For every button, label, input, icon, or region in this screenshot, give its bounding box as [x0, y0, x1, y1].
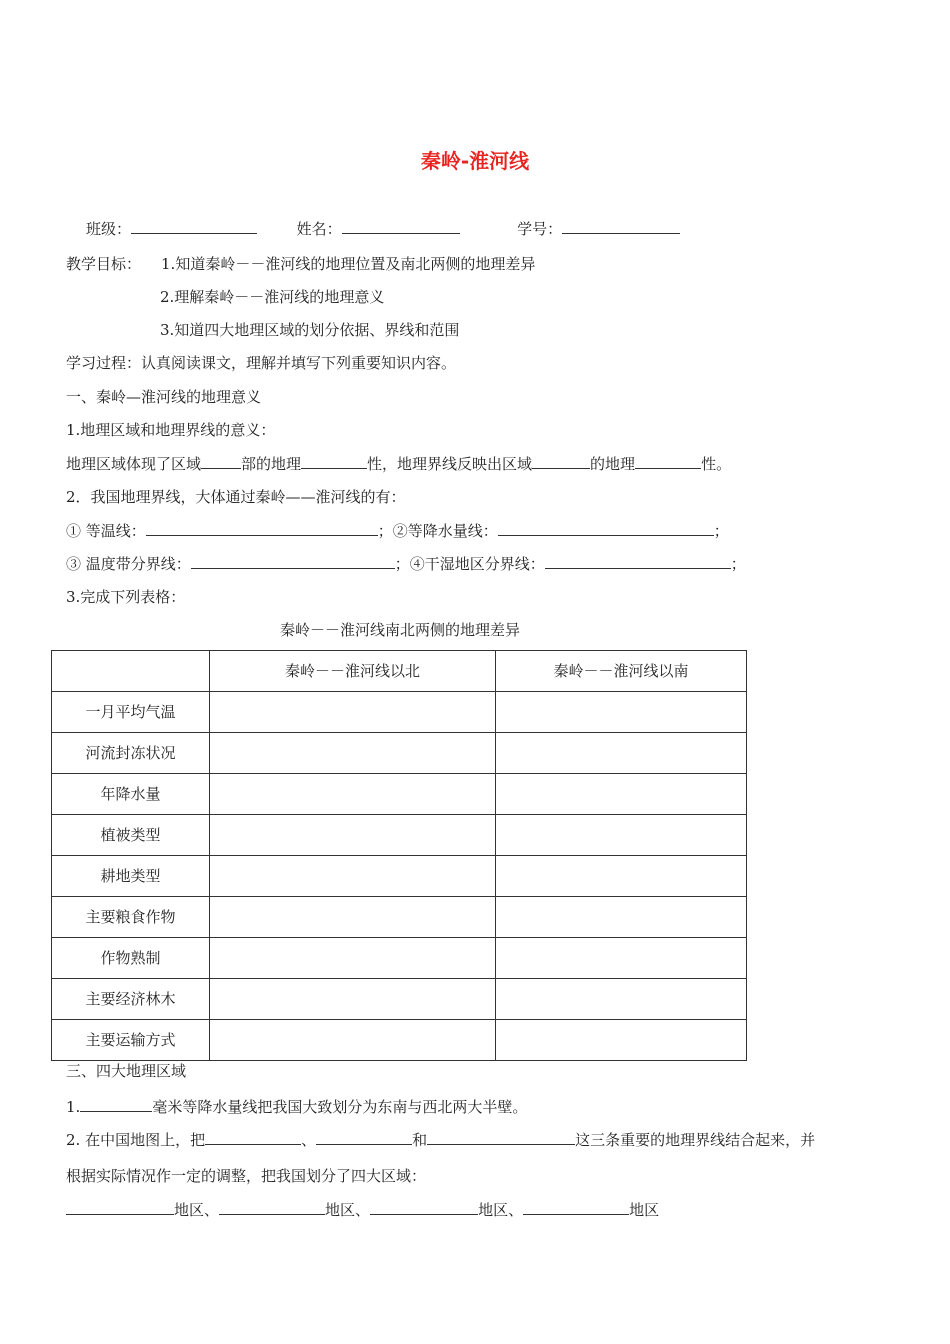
text-segment: ； — [713, 522, 729, 540]
text-segment: 、 — [301, 1131, 317, 1149]
name-label: 姓名： — [296, 220, 342, 238]
table-row — [52, 1020, 747, 1061]
answer-cell[interactable] — [496, 897, 747, 938]
text-segment: 地区 — [629, 1201, 660, 1219]
fill-blank[interactable] — [545, 553, 731, 569]
section3-question-2 — [66, 1129, 815, 1150]
comparison-table — [51, 650, 747, 1061]
text-segment: 地理区域体现了区域 — [66, 455, 202, 473]
fill-blank[interactable] — [219, 1199, 325, 1215]
fill-blank[interactable] — [301, 453, 367, 469]
table-row — [52, 774, 747, 815]
text-segment: ； — [730, 555, 746, 573]
answer-cell[interactable] — [210, 733, 496, 774]
row-label: 植被类型 — [52, 815, 210, 856]
name-blank[interactable] — [342, 218, 460, 234]
question-2: 2．我国地理界线，大体通过秦岭——淮河线的有： — [66, 488, 406, 506]
answer-cell[interactable] — [210, 938, 496, 979]
question-1: 1.地理区域和地理界线的意义： — [66, 421, 276, 439]
answer-cell[interactable] — [210, 897, 496, 938]
section3-question-1 — [66, 1096, 527, 1117]
text-segment: 的地理 — [590, 455, 636, 473]
page-title: 秦岭-淮河线 — [420, 149, 530, 173]
student-id-label: 学号： — [517, 220, 563, 238]
goal-item: 1.知道秦岭－－淮河线的地理位置及南北两侧的地理差异 — [161, 255, 536, 273]
fill-blank[interactable] — [523, 1199, 629, 1215]
question-number: 1. — [66, 1098, 81, 1116]
fill-blank[interactable] — [205, 1129, 301, 1145]
fill-blank[interactable] — [427, 1129, 575, 1145]
text-segment: 部的地理 — [241, 455, 302, 473]
answer-cell[interactable] — [496, 856, 747, 897]
row-label: 作物熟制 — [52, 938, 210, 979]
table-header-cell — [52, 651, 210, 692]
table-caption: 秦岭－－淮河线南北两侧的地理差异 — [279, 621, 520, 639]
student-info-row — [86, 218, 680, 239]
row-label: 主要运输方式 — [52, 1020, 210, 1061]
fill-blank[interactable] — [66, 1199, 174, 1215]
answer-cell[interactable] — [496, 692, 747, 733]
table-header-row — [52, 651, 747, 692]
fill-blank[interactable] — [80, 1096, 152, 1112]
text-segment: 毫米等降水量线把我国大致划分为东南与西北两大半壁。 — [152, 1098, 528, 1116]
student-id-blank[interactable] — [562, 218, 680, 234]
fill-blank[interactable] — [316, 1129, 412, 1145]
text-segment: 地区 — [478, 1201, 509, 1219]
class-label: 班级： — [86, 220, 132, 238]
section3-question-2-cont: 根据实际情况作一定的调整，把我国划分了四大区域： — [66, 1167, 427, 1185]
table-row — [52, 938, 747, 979]
row-label: 一月平均气温 — [52, 692, 210, 733]
answer-cell[interactable] — [210, 692, 496, 733]
text-segment: 和 — [412, 1131, 428, 1149]
goal-item: 2.理解秦岭－－淮河线的地理意义 — [160, 288, 385, 306]
table-row — [52, 856, 747, 897]
row-label: 年降水量 — [52, 774, 210, 815]
text-segment: ；②等降水量线： — [377, 522, 498, 540]
row-label: 主要粮食作物 — [52, 897, 210, 938]
text-segment: 、 — [204, 1201, 220, 1219]
answer-cell[interactable] — [210, 774, 496, 815]
fill-blank[interactable] — [146, 520, 378, 536]
answer-cell[interactable] — [496, 1020, 747, 1061]
answer-cell[interactable] — [210, 1020, 496, 1061]
table-row — [52, 692, 747, 733]
text-segment: 这三条重要的地理界线结合起来，并 — [575, 1131, 816, 1149]
text-segment: ① 等温线： — [66, 522, 146, 540]
answer-cell[interactable] — [210, 815, 496, 856]
fill-blank[interactable] — [370, 1199, 478, 1215]
goals-row-1 — [66, 254, 535, 274]
fill-blank[interactable] — [191, 553, 395, 569]
fill-blank[interactable] — [532, 453, 590, 469]
table-row — [52, 979, 747, 1020]
question-3: 3.完成下列表格： — [66, 588, 186, 606]
table-header-cell: 秦岭－－淮河线以南 — [496, 651, 747, 692]
text-segment: ；④干湿地区分界线： — [394, 555, 545, 573]
table-header-cell: 秦岭－－淮河线以北 — [210, 651, 496, 692]
goals-label: 教学目标： — [66, 255, 142, 273]
answer-cell[interactable] — [496, 938, 747, 979]
text-segment: 地区 — [174, 1201, 205, 1219]
text-segment: 、 — [508, 1201, 524, 1219]
answer-cell[interactable] — [496, 733, 747, 774]
question-1-fill — [66, 453, 731, 474]
answer-cell[interactable] — [496, 815, 747, 856]
row-label: 耕地类型 — [52, 856, 210, 897]
section-heading: 三、四大地理区域 — [66, 1062, 187, 1080]
text-segment: 、 — [355, 1201, 371, 1219]
table-row — [52, 815, 747, 856]
answer-cell[interactable] — [496, 774, 747, 815]
row-label: 河流封冻状况 — [52, 733, 210, 774]
text-segment: ③ 温度带分界线： — [66, 555, 191, 573]
question-2-items-a — [66, 520, 729, 541]
process-text: 学习过程：认真阅读课文，理解并填写下列重要知识内容。 — [66, 354, 457, 372]
fill-blank[interactable] — [498, 520, 714, 536]
answer-cell[interactable] — [496, 979, 747, 1020]
regions-fill-row — [66, 1199, 659, 1220]
question-2-items-b — [66, 553, 746, 574]
class-blank[interactable] — [131, 218, 257, 234]
answer-cell[interactable] — [210, 856, 496, 897]
table-row — [52, 897, 747, 938]
text-segment: 性。 — [701, 455, 732, 473]
fill-blank[interactable] — [201, 453, 241, 469]
goal-item: 3.知道四大地理区域的划分依据、界线和范围 — [160, 321, 460, 339]
table-row — [52, 733, 747, 774]
text-segment: 性，地理界线反映出区域 — [367, 455, 533, 473]
section-heading: 一、秦岭—淮河线的地理意义 — [66, 388, 262, 406]
row-label: 主要经济林木 — [52, 979, 210, 1020]
text-segment: 地区 — [325, 1201, 356, 1219]
text-segment: 2. 在中国地图上，把 — [66, 1131, 206, 1149]
fill-blank[interactable] — [635, 453, 701, 469]
answer-cell[interactable] — [210, 979, 496, 1020]
